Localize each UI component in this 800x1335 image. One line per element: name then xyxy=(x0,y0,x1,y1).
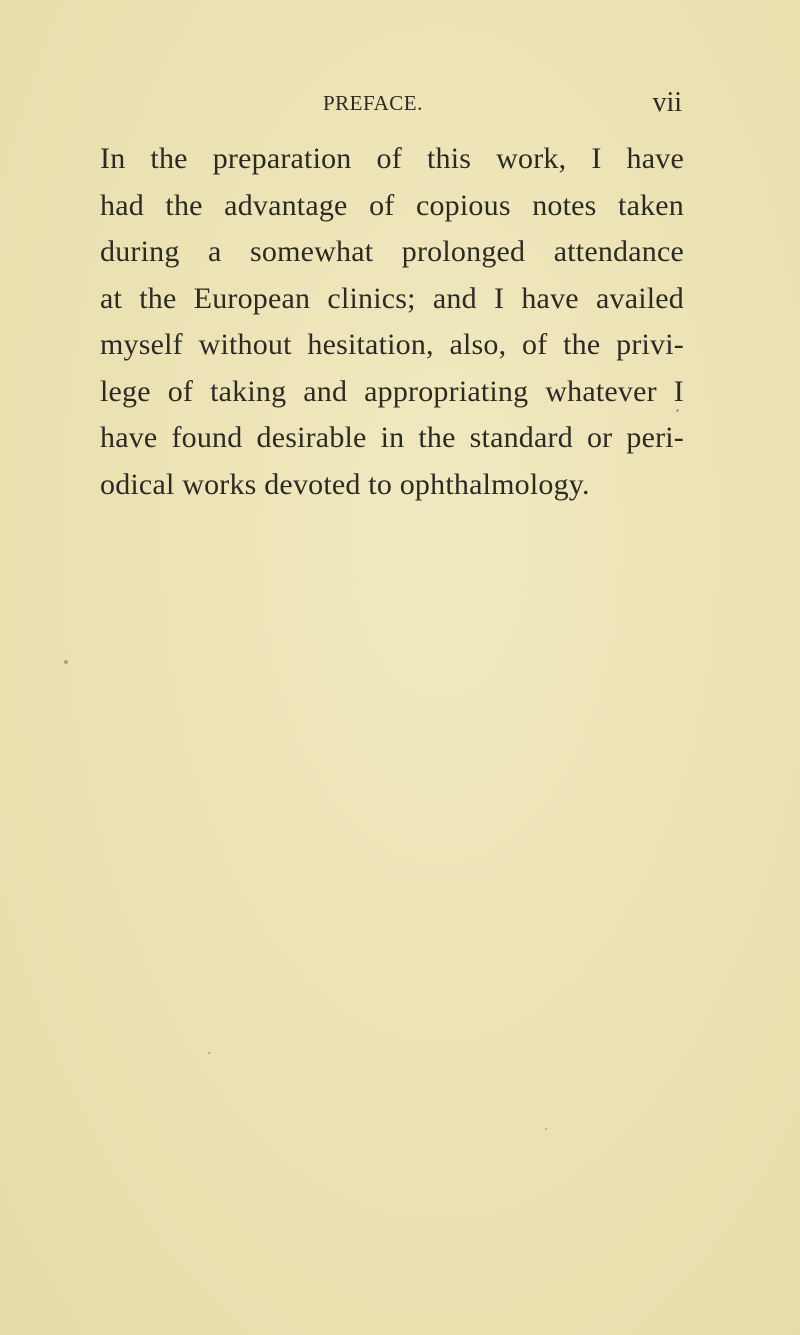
paper-speck xyxy=(64,660,68,664)
text-line: odical works devoted to ophthalmology. xyxy=(100,467,590,501)
paper-speck xyxy=(208,1052,210,1054)
page-number: vii xyxy=(652,87,682,118)
text-line: had the advantage of copious notes taken xyxy=(100,188,684,222)
text-line: lege of taking and appropriating whatever I xyxy=(100,374,684,408)
text-line: at the European clinics; and I have availed xyxy=(100,281,684,315)
paper-speck xyxy=(545,1128,547,1130)
text-line: myself without hesitation, also, of the privi- xyxy=(100,328,684,361)
preface-paragraph xyxy=(100,136,684,508)
text-line: In the preparation of this work, I have xyxy=(100,142,684,175)
text-line: have found desirable in the standard or peri- xyxy=(100,421,684,454)
text-line: during a somewhat prolonged attendance xyxy=(100,235,684,268)
paper-speck xyxy=(676,409,679,412)
running-title: PREFACE. xyxy=(323,91,423,115)
running-head xyxy=(100,88,682,118)
